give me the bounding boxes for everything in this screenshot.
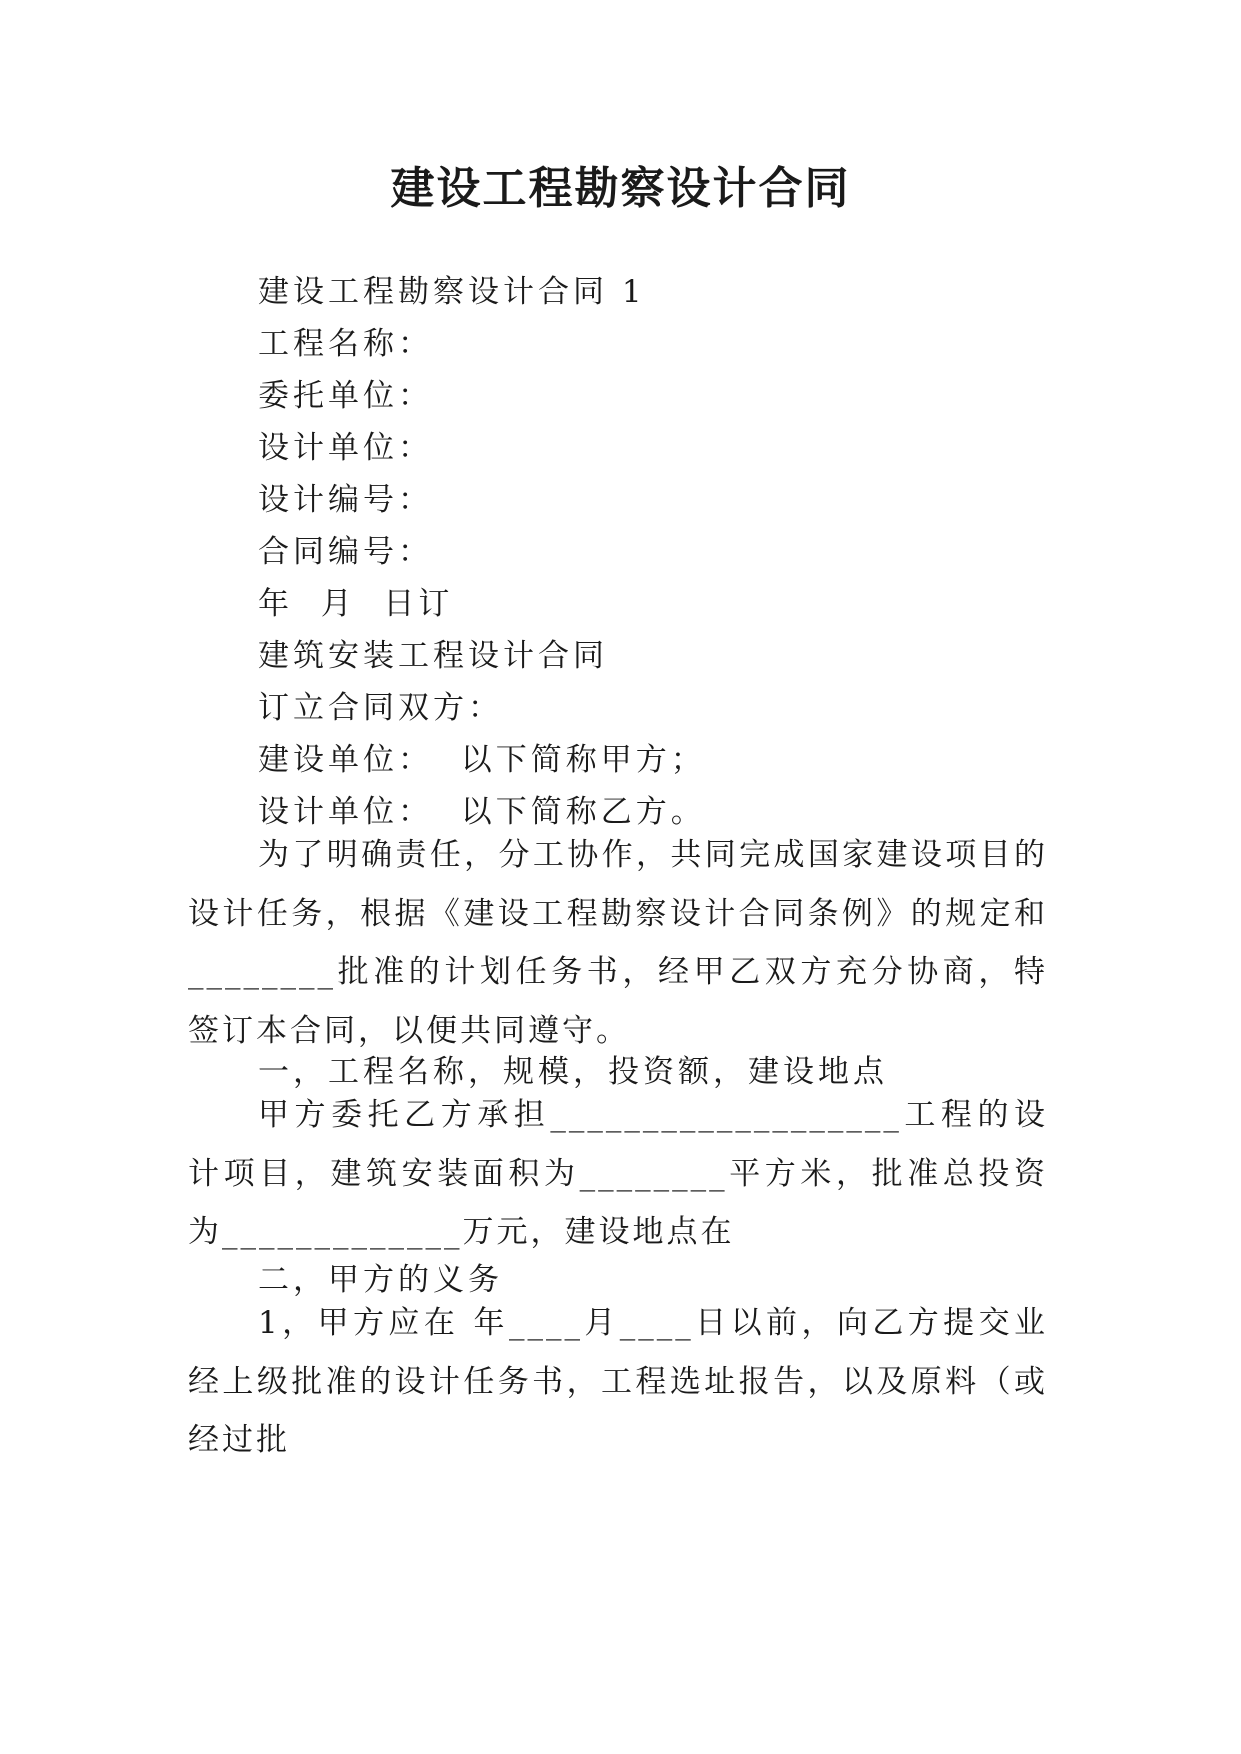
document-title: 建设工程勘察设计合同 [390, 163, 851, 214]
field-contract-number: 合同编号： [258, 534, 433, 570]
field-project-name: 工程名称： [258, 326, 433, 362]
section-1-heading: 一，工程名称，规模，投资额，建设地点 [258, 1054, 888, 1090]
field-client-unit: 委托单位： [258, 378, 433, 414]
field-date: 年 月 日订 [258, 586, 454, 622]
contract-subtitle: 建设工程勘察设计合同 1 [258, 274, 646, 310]
section-2-heading: 二，甲方的义务 [258, 1262, 503, 1298]
section-1-paragraph: 甲方委托乙方承担___________________工程的设计项目，建筑安装面积为________平方米，批准总投资为_____________万元，建设地点在 [188, 1097, 1048, 1251]
section-2-paragraph: 1，甲方应在 年____月____日以前，向乙方提交业经上级批准的设计任务书，工程选址报告，以及原料（或经过批 [188, 1305, 1048, 1459]
field-design-unit: 设计单位： [258, 430, 433, 466]
party-a: 建设单位： 以下简称甲方； [258, 742, 706, 778]
parties-heading: 订立合同双方： [258, 690, 503, 726]
field-design-number: 设计编号： [258, 482, 433, 518]
party-b: 设计单位： 以下简称乙方。 [258, 794, 706, 830]
intro-paragraph: 为了明确责任，分工协作，共同完成国家建设项目的设计任务，根据《建设工程勘察设计合同条例》的规定和________批准的计划任务书，经甲乙双方充分协商，特签订本合同，以便共同遵守。 [188, 837, 1048, 1049]
section-title: 建筑安装工程设计合同 [258, 638, 608, 674]
